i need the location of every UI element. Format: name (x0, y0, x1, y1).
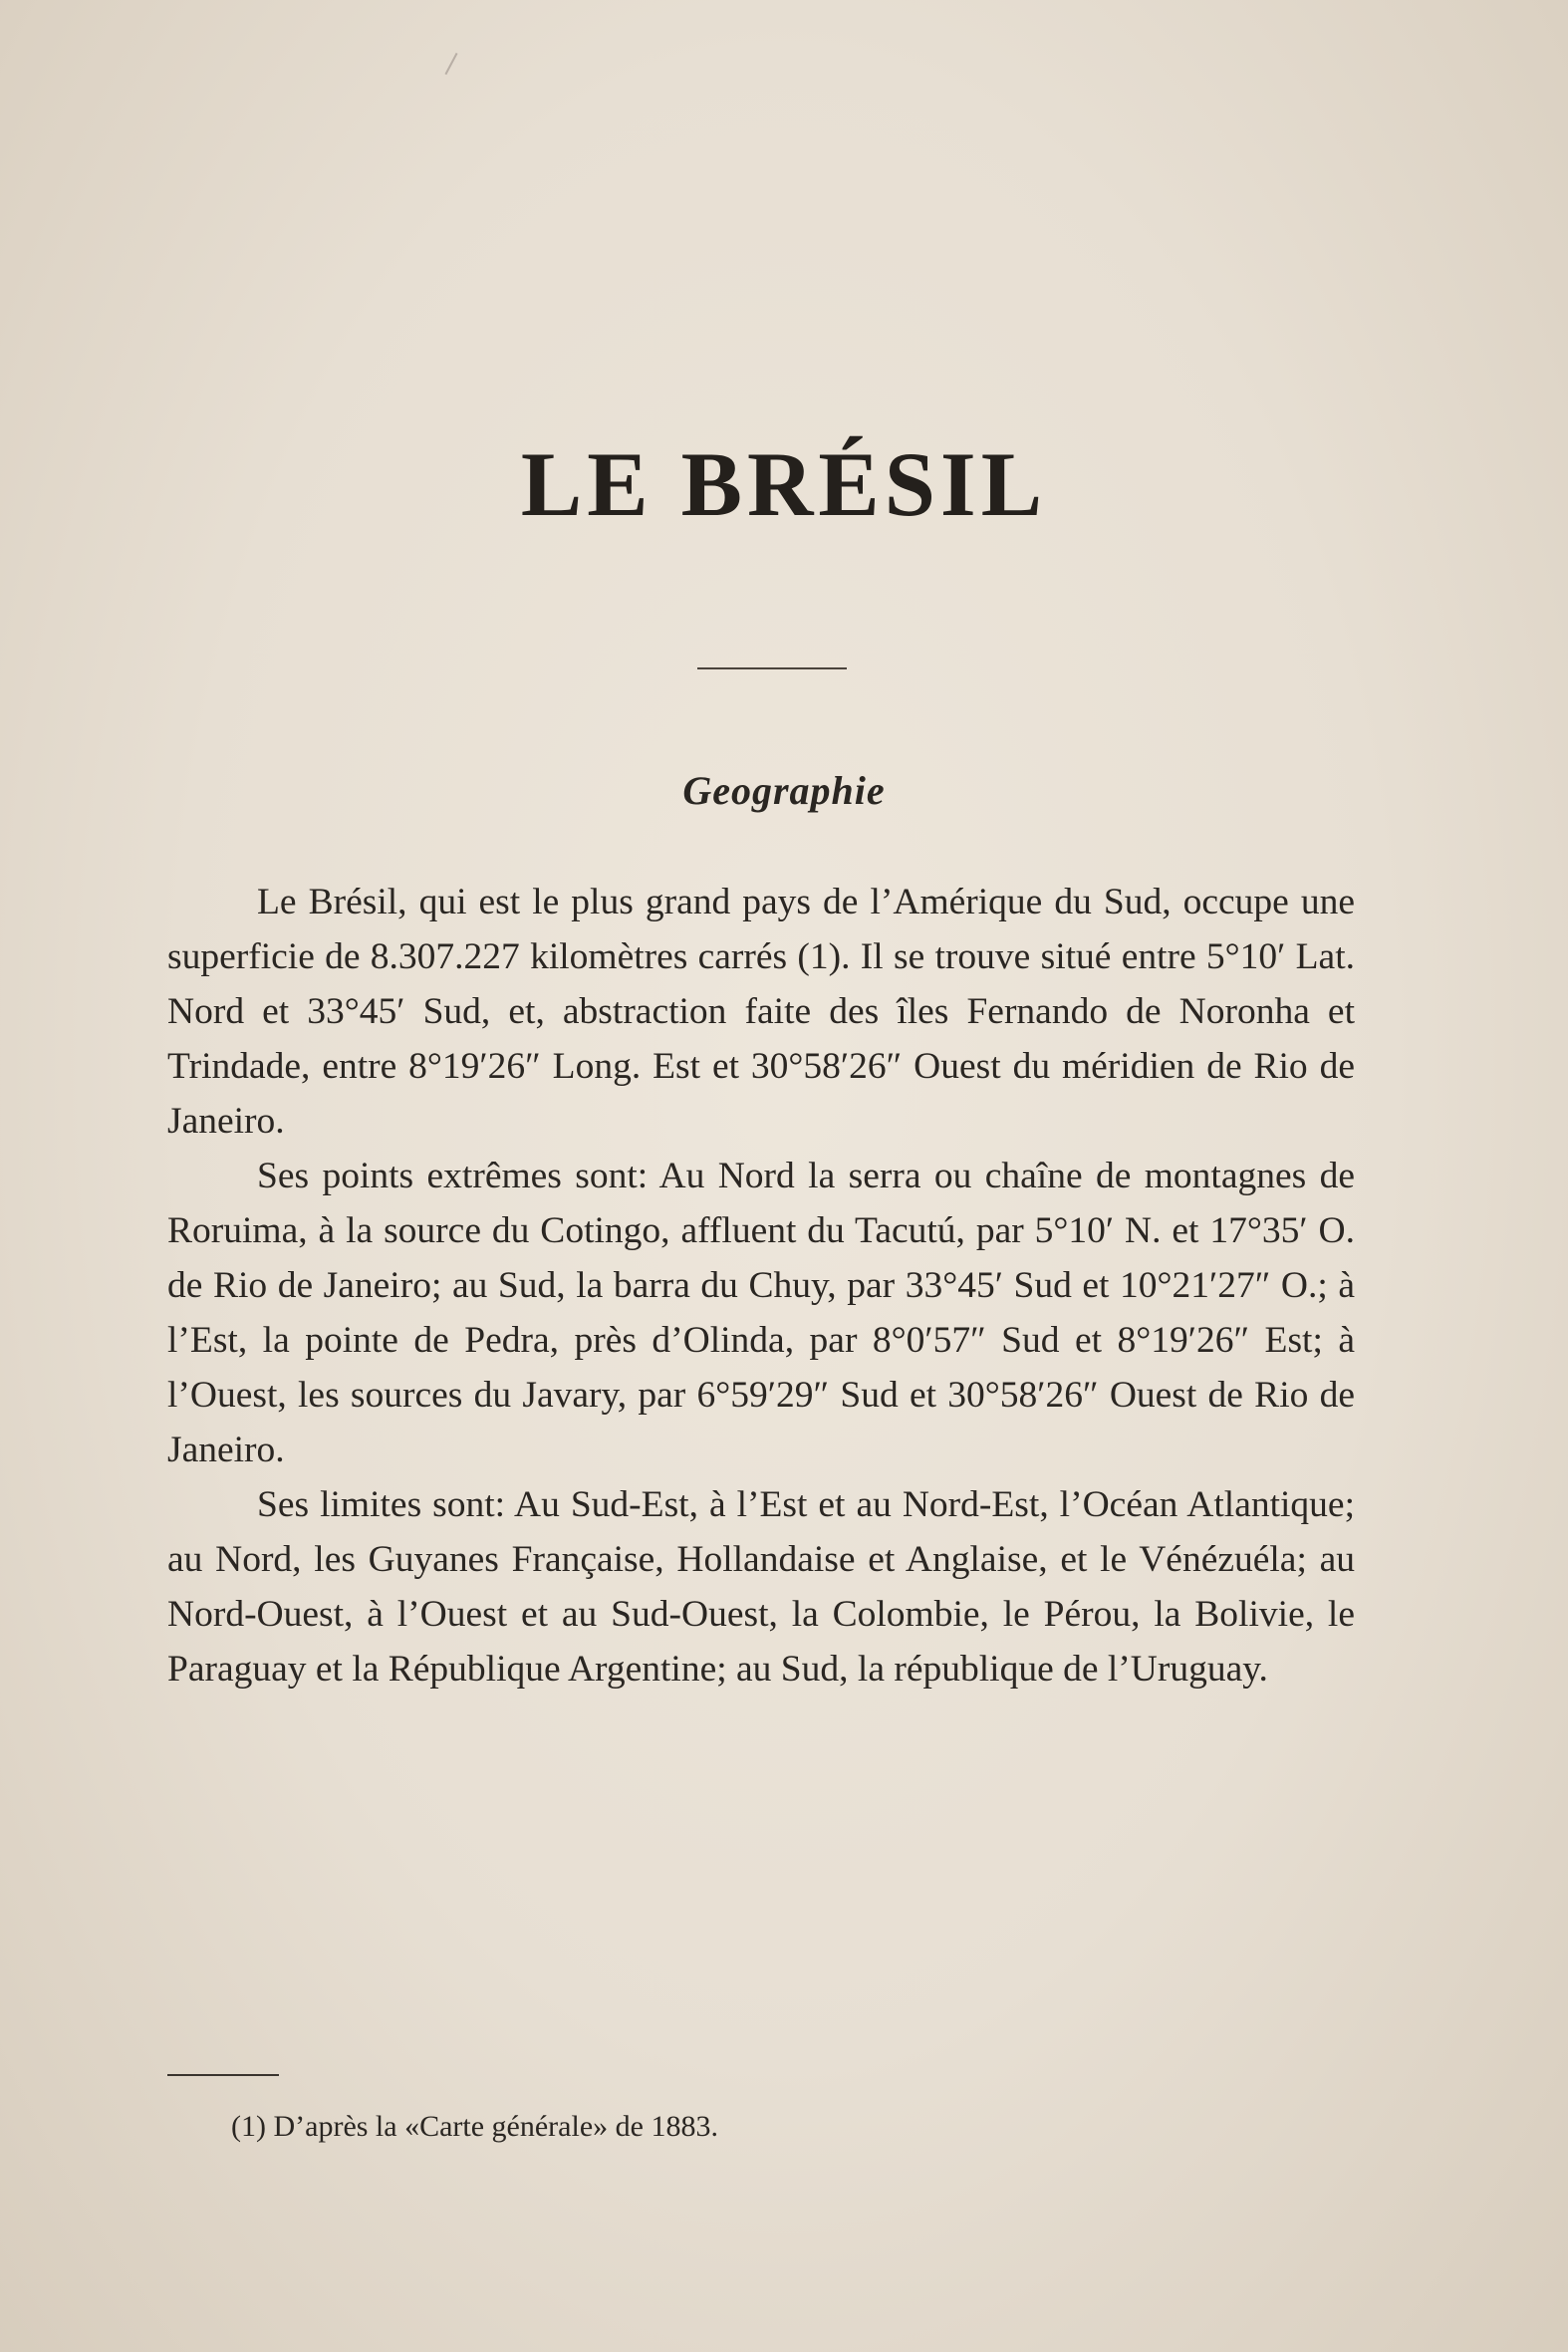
page-title: LE BRÉSIL (520, 433, 1048, 535)
paragraph-area: Le Brésil, qui est le plus grand pays de l’Amérique du Sud, occupe une superficie de 8.307.227 kilomètres carrés (1). Il se trouve situé entre 5°10′ Lat. Nord et 33°45′ Sud, et, abstraction faite des îles Fernando de Noronha et Trindade, entre 8°19′26″ Long. Est et 30°58′26″ Ouest du méridien de Rio de Janeiro. (167, 882, 1355, 1142)
body-text (167, 875, 1355, 1697)
title-divider (697, 667, 847, 669)
footnote-divider (167, 2074, 279, 2076)
paragraph-extreme-points: Ses points extrêmes sont: Au Nord la serra ou chaîne de montagnes de Roruima, à la source du Cotingo, affluent du Tacutú, par 5°10′ N. et 17°35′ O. de Rio de Janeiro; au Sud, la barra du Chuy, par 33°45′ Sud et 10°21′27″ O.; à l’Est, la pointe de Pedra, près d’Olinda, par 8°0′57″ Sud et 8°19′26″ Est; à l’Ouest, les sources du Javary, par 6°59′29″ Sud et 30°58′26″ Ouest de Rio de Janeiro. (167, 1156, 1355, 1470)
section-heading: Geographie (682, 768, 886, 813)
paragraph-borders: Ses limites sont: Au Sud-Est, à l’Est et au Nord-Est, l’Océan Atlantique; au Nord, les Guyanes Française, Hollandaise et Anglaise, et le Vénézuéla; au Nord-Ouest, à l’Ouest et au Sud-Ouest, la Colombie, le Pérou, la Bolivie, le Paraguay et la République Argentine; au Sud, la république de l’Uruguay. (167, 1484, 1355, 1690)
pencil-mark (444, 53, 457, 75)
footnote: (1) D’après la «Carte générale» de 1883. (231, 2110, 718, 2143)
